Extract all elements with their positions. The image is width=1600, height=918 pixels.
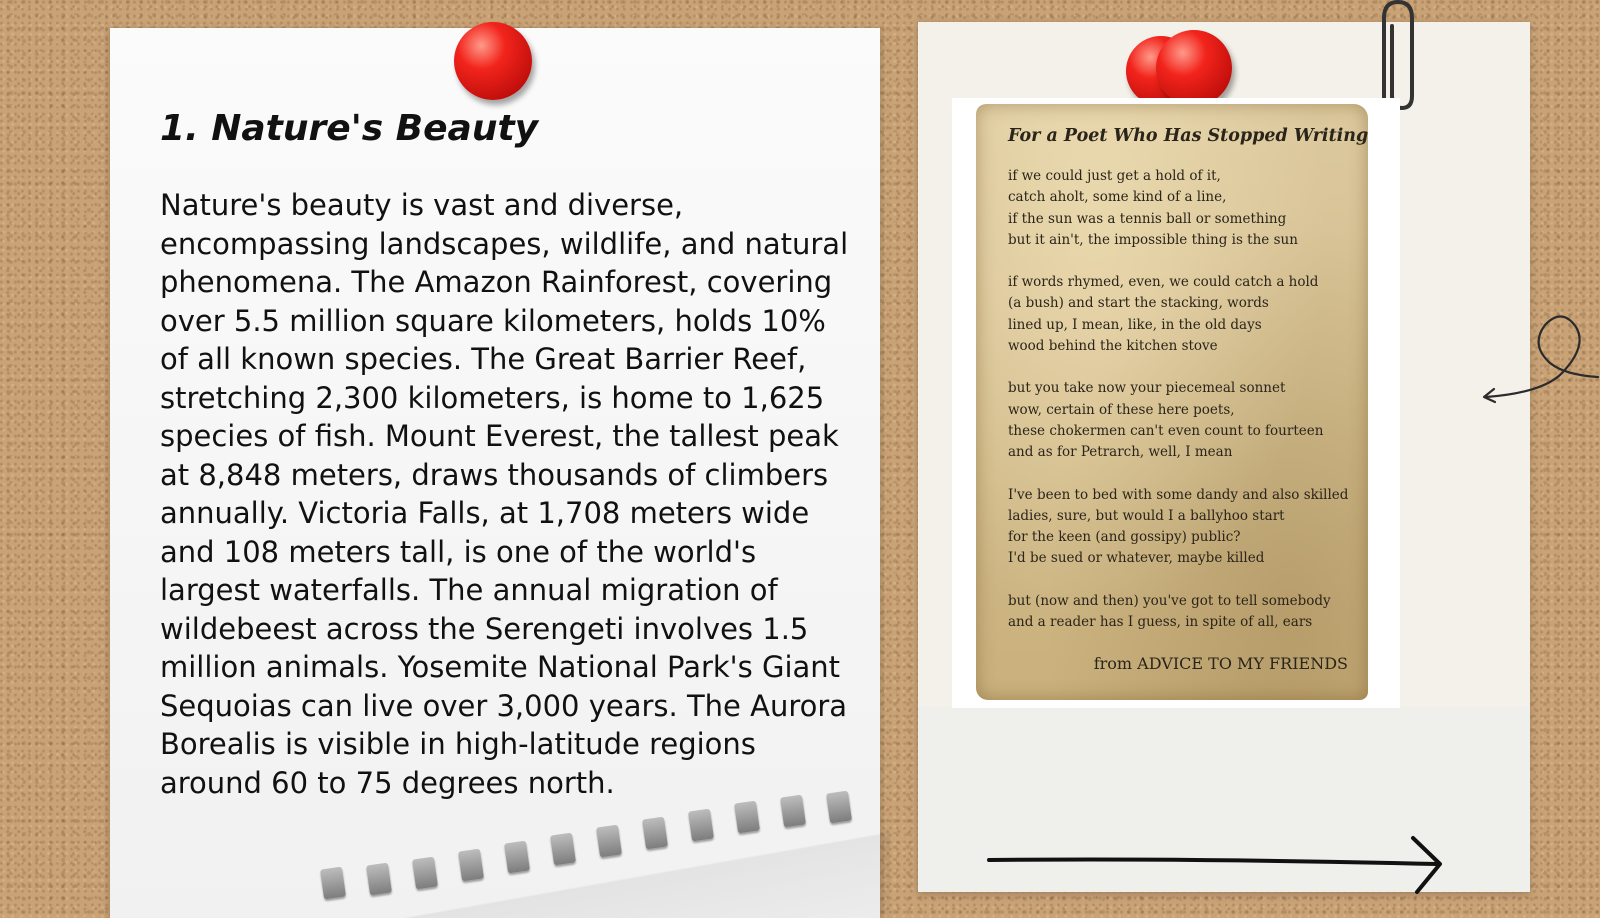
push-pin-icon: [1156, 30, 1232, 106]
poem-line: catch aholt, some kind of a line,: [1008, 189, 1227, 206]
poem-line: for the keen (and gossipy) public?: [1008, 529, 1241, 546]
poem-line: I've been to bed with some dandy and also skilled: [1008, 486, 1349, 503]
poem-body: [1008, 166, 1368, 654]
spiral-ring: [550, 833, 576, 866]
poem-line: but (now and then) you've got to tell somebody: [1008, 592, 1331, 609]
spiral-ring: [596, 825, 622, 858]
spiral-ring: [458, 849, 484, 882]
poem-stanza: [1008, 272, 1368, 357]
spiral-ring: [688, 809, 714, 842]
poem-stanza: [1008, 166, 1368, 251]
poem-stanza: [1008, 591, 1368, 634]
spiral-ring: [734, 801, 760, 834]
long-arrow-right-icon: [985, 832, 1455, 902]
poem-line: these chokermen can't even count to fourteen: [1008, 422, 1324, 439]
poem-line: wood behind the kitchen stove: [1008, 338, 1218, 355]
poem-line: and a reader has I guess, in spite of all, ears: [1008, 614, 1313, 631]
poem-card: [976, 104, 1368, 700]
section-title: 1. Nature's Beauty: [160, 108, 539, 149]
section-body-text: Nature's beauty is vast and diverse, encompassing landscapes, wildlife, and natural phenomena. The Amazon Rainforest, covering over 5.5 million square kilometers, holds 10% of all known species. The Great Barrier Reef, stretching 2,300 kilometers, is home to 1,625 species of fish. Mount Everest, the tallest peak at 8,848 meters, draws thousands of climbers annually. Victoria Falls, at 1,708 meters wide and 108 meters tall, is one of the world's largest waterfalls. The annual migration of wildebeest across the Serengeti involves 1.5 million animals. Yosemite National Park's Giant Sequoias can live over 3,000 years. The Aurora Borealis is visible in high-latitude regions around 60 to 75 degrees north.: [160, 188, 849, 800]
note-paper-left: [110, 28, 880, 918]
loop-arrow-icon: [1470, 305, 1600, 415]
spiral-ring: [320, 867, 346, 900]
spiral-ring: [504, 841, 530, 874]
poem-line: lined up, I mean, like, in the old days: [1008, 316, 1262, 333]
poem-line: and as for Petrarch, well, I mean: [1008, 444, 1233, 461]
poem-stanza: [1008, 378, 1368, 463]
poem-title: For a Poet Who Has Stopped Writing: [1008, 126, 1369, 146]
poem-line: (a bush) and start the stacking, words: [1008, 295, 1269, 312]
push-pin-icon: [454, 22, 532, 100]
spiral-ring: [826, 791, 852, 824]
poem-line: I'd be sued or whatever, maybe killed: [1008, 550, 1265, 567]
poem-line: if we could just get a hold of it,: [1008, 168, 1221, 184]
poem-line: but it ain't, the impossible thing is the sun: [1008, 231, 1298, 248]
poem-stanza: [1008, 485, 1368, 570]
poem-source: from ADVICE TO MY FRIENDS: [1093, 654, 1348, 673]
spiral-ring: [642, 817, 668, 850]
poem-line: ladies, sure, but would I a ballyhoo start: [1008, 507, 1285, 524]
poem-line: if the sun was a tennis ball or something: [1008, 210, 1287, 227]
poem-line: if words rhymed, even, we could catch a hold: [1008, 274, 1319, 291]
poem-line: but you take now your piecemeal sonnet: [1008, 380, 1286, 397]
spiral-ring: [780, 795, 806, 828]
poem-line: wow, certain of these here poets,: [1008, 401, 1235, 418]
spiral-ring: [366, 863, 392, 896]
spiral-ring: [412, 857, 438, 890]
